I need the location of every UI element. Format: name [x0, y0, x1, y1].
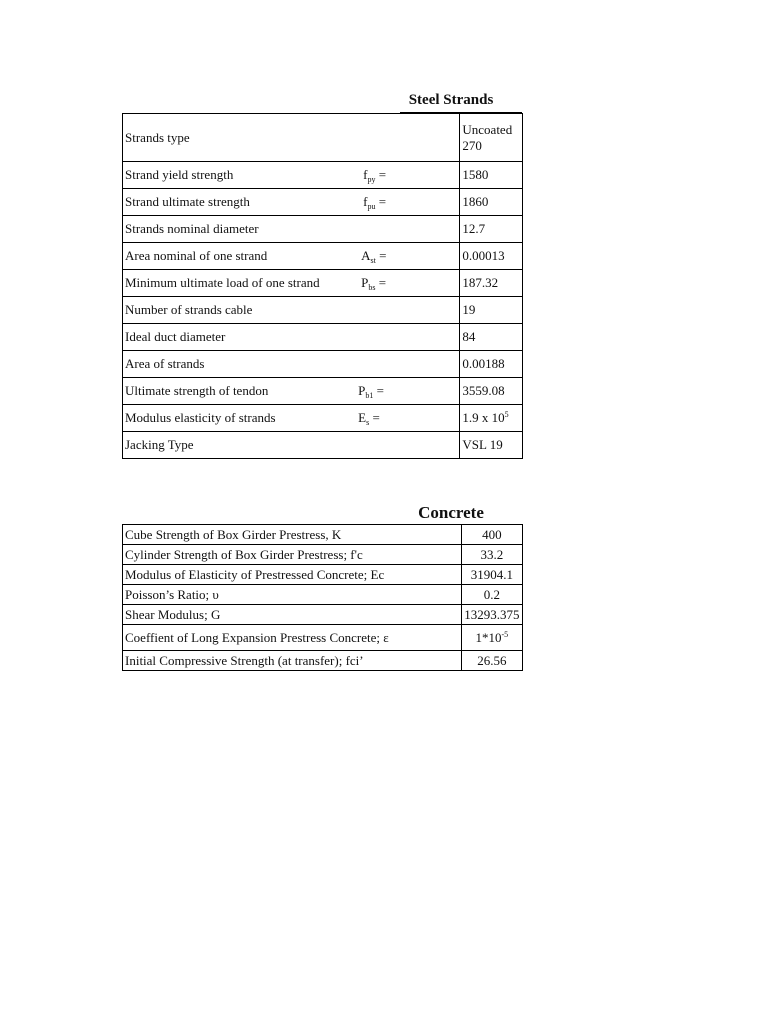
symbol-eq: =: [379, 247, 387, 263]
table-row: [123, 297, 523, 324]
value-main: 1.9 x 10: [462, 410, 505, 425]
value-exponent: 5: [504, 410, 509, 419]
concrete-table: [122, 524, 523, 671]
row-label: Minimum ultimate load of one strand: [123, 270, 358, 297]
row-symbol: [357, 189, 460, 216]
row-symbol: [357, 114, 460, 162]
row-label: Area nominal of one strand: [123, 243, 358, 270]
row-value: 3559.08: [460, 378, 523, 405]
symbol-sub: pu: [367, 201, 376, 211]
table-row: [123, 585, 523, 605]
symbol-main: f: [363, 193, 368, 209]
symbol-sub: bs: [368, 282, 376, 292]
steel-strands-table: [122, 113, 523, 459]
row-symbol: [357, 378, 460, 405]
row-label: Ultimate strength of tendon: [123, 378, 358, 405]
table-row: [123, 162, 523, 189]
table-row: [123, 405, 523, 432]
row-label: Number of strands cable: [123, 297, 358, 324]
row-label: Modulus of Elasticity of Prestressed Concrete; Ec: [123, 565, 462, 585]
table-row: [123, 525, 523, 545]
symbol-eq: =: [372, 409, 380, 425]
row-symbol: [357, 243, 460, 270]
row-label: Coeffient of Long Expansion Prestress Concrete; ε: [123, 625, 462, 651]
row-value: 400: [461, 525, 522, 545]
row-value: 1580: [460, 162, 523, 189]
row-value: 0.00188: [460, 351, 523, 378]
row-label: Strand yield strength: [123, 162, 358, 189]
row-label: Ideal duct diameter: [123, 324, 358, 351]
row-value: 26.56: [461, 651, 522, 671]
table-row: [123, 324, 523, 351]
symbol-sub: s: [366, 417, 370, 427]
row-value: 1860: [460, 189, 523, 216]
row-label: Initial Compressive Strength (at transfer); fci’: [123, 651, 462, 671]
table-row: [123, 351, 523, 378]
table-row: [123, 651, 523, 671]
table-row: [123, 625, 523, 651]
row-label: Poisson’s Ratio; υ: [123, 585, 462, 605]
row-value: 0.2: [461, 585, 522, 605]
value-main: 1*10: [475, 629, 502, 645]
table-row: [123, 545, 523, 565]
row-label: Strands nominal diameter: [123, 216, 358, 243]
table-row: [123, 605, 523, 625]
table-row: [123, 432, 523, 459]
row-symbol: [357, 405, 460, 432]
row-label: Area of strands: [123, 351, 358, 378]
row-value: [460, 405, 523, 432]
table-row: [123, 565, 523, 585]
row-value: 13293.375: [461, 605, 522, 625]
row-value: 19: [460, 297, 523, 324]
symbol-main: P: [358, 382, 366, 398]
row-symbol: [357, 324, 460, 351]
row-label: Cube Strength of Box Girder Prestress, K: [123, 525, 462, 545]
table-row: [123, 189, 523, 216]
symbol-eq: =: [378, 166, 387, 182]
symbol-eq: =: [378, 193, 387, 209]
row-value: 12.7: [460, 216, 523, 243]
row-value: [461, 625, 522, 651]
row-symbol: [357, 216, 460, 243]
row-label: Strands type: [123, 114, 358, 162]
row-label: Cylinder Strength of Box Girder Prestress; f'c: [123, 545, 462, 565]
steel-strands-title: Steel Strands: [408, 92, 494, 108]
symbol-main: f: [363, 166, 368, 182]
row-value: 187.32: [460, 270, 523, 297]
row-symbol: [357, 270, 460, 297]
row-label: Jacking Type: [123, 432, 358, 459]
row-symbol: [357, 297, 460, 324]
row-value: 31904.1: [461, 565, 522, 585]
concrete-title: Concrete: [418, 503, 484, 522]
row-value: 0.00013: [460, 243, 523, 270]
row-label: Shear Modulus; G: [123, 605, 462, 625]
row-label: Strand ultimate strength: [123, 189, 358, 216]
row-label: Modulus elasticity of strands: [123, 405, 358, 432]
row-value: Uncoated 270: [460, 114, 523, 162]
symbol-main: A: [361, 247, 371, 263]
symbol-eq: =: [376, 382, 384, 398]
row-value: VSL 19: [460, 432, 523, 459]
row-value: 33.2: [461, 545, 522, 565]
symbol-sub: st: [370, 255, 376, 265]
value-exponent: -5: [501, 629, 509, 639]
symbol-main: P: [361, 274, 369, 290]
symbol-eq: =: [378, 274, 387, 290]
row-symbol: [357, 351, 460, 378]
symbol-sub: py: [367, 174, 376, 184]
row-value: 84: [460, 324, 523, 351]
table-row: [123, 243, 523, 270]
table-row: [123, 114, 523, 162]
row-symbol: [357, 432, 460, 459]
symbol-sub: b1: [365, 390, 374, 400]
symbol-main: E: [358, 409, 367, 425]
row-symbol: [357, 162, 460, 189]
table-row: [123, 270, 523, 297]
table-row: [123, 378, 523, 405]
table-row: [123, 216, 523, 243]
